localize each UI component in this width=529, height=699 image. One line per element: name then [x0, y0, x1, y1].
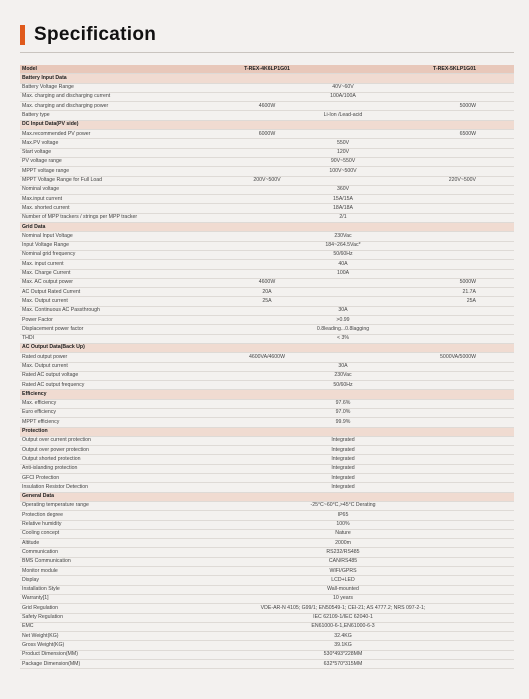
- row-value: 100%: [336, 521, 350, 528]
- row-label: Safety Regulation: [22, 614, 63, 621]
- table-row: [20, 325, 514, 334]
- row-label: Output over power protection: [22, 446, 89, 453]
- table-row: [20, 474, 514, 483]
- section-row: [20, 121, 514, 130]
- row-label: Nominal voltage: [22, 186, 60, 193]
- row-value: 360V: [336, 186, 350, 193]
- table-row: [20, 623, 514, 632]
- title-divider: [20, 52, 514, 53]
- row-label: Relative humidity: [22, 521, 62, 528]
- section-row: [20, 223, 514, 232]
- table-row: [20, 418, 514, 427]
- row-value: 99.9%: [335, 418, 351, 425]
- row-label: BMS Communication: [22, 558, 71, 565]
- table-row: [20, 455, 514, 464]
- row-value: 15A/15A: [333, 195, 353, 202]
- row-value: 97.6%: [335, 400, 351, 407]
- section-title: Grid Data: [22, 223, 46, 230]
- row-value: 30A: [338, 307, 348, 314]
- row-value-model-b: 21.7A: [462, 288, 476, 295]
- table-row: [20, 651, 514, 660]
- row-label: Max. charging and discharging power: [22, 102, 109, 109]
- row-label: Max.recommended PV power: [22, 130, 91, 137]
- row-value: VDE-AR-N 4105; G99/1; EN50549-1; CEI-21; AS 4777.2; NRS 097-2-1;: [260, 604, 426, 611]
- row-value: 39.1KG: [334, 641, 352, 648]
- row-label: Display: [22, 576, 40, 583]
- table-row: [20, 437, 514, 446]
- table-row: [20, 558, 514, 567]
- row-label: Nominal grid frequency: [22, 251, 76, 258]
- row-value: EN61000-6-1,EN61000-6-3: [311, 623, 375, 630]
- page-title: Specification: [34, 24, 157, 45]
- row-label: Number of MPP trackers / strings per MPP tracker: [22, 214, 138, 221]
- row-value: Integrated: [331, 474, 355, 481]
- row-label: Installation Style: [22, 586, 60, 593]
- section-title: General Data: [22, 493, 55, 500]
- section-title: DC Input Data(PV side): [22, 121, 79, 128]
- row-value: 40A: [338, 260, 348, 267]
- row-value: Wall-mounted: [327, 586, 359, 593]
- table-row: [20, 335, 514, 344]
- section-title: AC Output Data(Back Up): [22, 344, 85, 351]
- row-value: 100A: [336, 270, 350, 277]
- table-row: [20, 186, 514, 195]
- table-row: [20, 586, 514, 595]
- row-label: EMC: [22, 623, 34, 630]
- header-model-label: Model: [22, 65, 37, 72]
- row-value-model-b: 5000W: [459, 102, 476, 109]
- row-value-model-b: 5000VA/5000W: [440, 353, 476, 360]
- row-value: Nature: [335, 530, 351, 537]
- row-value: Li-Ion /Lead-acid: [323, 111, 363, 118]
- row-value: 530*493*228MM: [323, 651, 363, 658]
- row-label: Battery type: [22, 111, 50, 118]
- section-title: Battery Input Data: [22, 74, 67, 81]
- row-label: Max. charging and discharging current: [22, 93, 111, 100]
- table-row: [20, 307, 514, 316]
- table-row: [20, 465, 514, 474]
- row-label: MPPT voltage range: [22, 167, 70, 174]
- section-row: [20, 344, 514, 353]
- section-title: Protection: [22, 428, 48, 435]
- row-label: Product Dimension(MM): [22, 651, 78, 658]
- row-value-model-a: 4600W: [258, 102, 276, 109]
- row-label: Max.PV voltage: [22, 139, 59, 146]
- row-value-model-a: 25A: [262, 297, 272, 304]
- table-row: [20, 446, 514, 455]
- row-label: Net Weight(KG): [22, 632, 59, 639]
- row-value: 230Vac: [334, 372, 352, 379]
- section-row: [20, 390, 514, 399]
- row-value: 50/60Hz: [333, 381, 353, 388]
- row-value: -25°C~60°C,>45°C Derating: [310, 502, 376, 509]
- row-label: Max. efficiency: [22, 400, 57, 407]
- row-value-model-a: 20A: [262, 288, 272, 295]
- table-row: [20, 548, 514, 557]
- row-label: Battery Voltage Range: [22, 84, 74, 91]
- table-row: [20, 353, 514, 362]
- row-value: RS232/RS485: [326, 548, 360, 555]
- row-label: Altitude: [22, 539, 40, 546]
- row-value: IP65: [337, 511, 349, 518]
- row-value-model-a: 4600VA/4600W: [249, 353, 285, 360]
- row-value: 230Vac: [334, 232, 352, 239]
- row-value-model-a: 4600W: [258, 279, 276, 286]
- table-row: [20, 177, 514, 186]
- table-row: [20, 409, 514, 418]
- row-label: Rated output power: [22, 353, 68, 360]
- table-row: [20, 288, 514, 297]
- table-row: [20, 372, 514, 381]
- row-value: 120V: [336, 149, 350, 156]
- header-model-a: T-REX-4K6LP1G01: [244, 65, 290, 72]
- row-label: Start voltage: [22, 149, 52, 156]
- row-value: Integrated: [331, 465, 355, 472]
- row-label: Max. Continuous AC Passthrough: [22, 307, 100, 314]
- table-row: [20, 632, 514, 641]
- row-value-model-a: 200V~500V: [253, 177, 281, 184]
- row-label: Rated AC output frequency: [22, 381, 85, 388]
- table-row: [20, 158, 514, 167]
- row-value: < 3%: [337, 335, 349, 342]
- row-value: LCD+LED: [331, 576, 355, 583]
- page-heading: [20, 24, 156, 46]
- row-value: Integrated: [331, 455, 355, 462]
- row-label: Communication: [22, 548, 59, 555]
- table-row: [20, 614, 514, 623]
- row-label: Cooling concept: [22, 530, 60, 537]
- row-label: AC Output Rated Current: [22, 288, 81, 295]
- table-row: [20, 511, 514, 520]
- table-row: [20, 130, 514, 139]
- row-label: Max. AC output power: [22, 279, 74, 286]
- row-label: Euro efficiency: [22, 409, 56, 416]
- row-label: Displacement power factor: [22, 325, 84, 332]
- row-label: Insulation Resistor Detection: [22, 483, 89, 490]
- row-value: 550V: [336, 139, 350, 146]
- section-row: [20, 428, 514, 437]
- row-label: Output shorted protection: [22, 455, 81, 462]
- table-row: [20, 139, 514, 148]
- row-value: 2/1: [339, 214, 347, 221]
- table-row: [20, 530, 514, 539]
- table-row: [20, 502, 514, 511]
- row-label: Max. input current: [22, 260, 64, 267]
- row-value: CAN/RS485: [328, 558, 358, 565]
- table-row: [20, 595, 514, 604]
- row-value: 100V~500V: [329, 167, 357, 174]
- row-value: IEC 62109-1/IEC 62040-1: [313, 614, 373, 621]
- row-label: Nominal Input Voltage: [22, 232, 73, 239]
- row-label: Max. Output current: [22, 363, 68, 369]
- table-row: [20, 167, 514, 176]
- section-row: [20, 74, 514, 83]
- table-row: [20, 567, 514, 576]
- header-model-b: T-REX-5KLP1G01: [433, 65, 476, 72]
- table-row: [20, 195, 514, 204]
- table-row: [20, 102, 514, 111]
- row-value-model-a: 6000W: [258, 130, 276, 137]
- row-label: Power Factor: [22, 316, 53, 323]
- table-row: [20, 214, 514, 223]
- row-value-model-b: 220V~500V: [448, 177, 476, 184]
- row-value-model-b: 5000W: [459, 279, 476, 286]
- row-value: 0.8leading...0.8lagging: [316, 325, 370, 332]
- table-row: [20, 483, 514, 492]
- table-row: [20, 242, 514, 251]
- table-row: [20, 204, 514, 213]
- table-row: [20, 604, 514, 613]
- table-row: [20, 149, 514, 158]
- row-value: 632*570*315MM: [323, 660, 363, 667]
- row-label: Protection degree: [22, 511, 63, 518]
- row-value-model-b: 6500W: [459, 130, 476, 137]
- table-header-row: [20, 65, 514, 74]
- table-row: [20, 251, 514, 260]
- table-row: [20, 111, 514, 120]
- table-row: [20, 363, 514, 372]
- row-value: 18A/18A: [333, 204, 353, 211]
- table-row: [20, 641, 514, 650]
- table-row: [20, 539, 514, 548]
- row-label: THDI: [22, 335, 35, 342]
- row-label: Grid Regulation: [22, 604, 59, 611]
- row-label: Output over current protection: [22, 437, 91, 444]
- row-label: Input Voltage Range: [22, 242, 70, 249]
- section-row: [20, 493, 514, 502]
- table-row: [20, 84, 514, 93]
- row-value: 184~264.5Vac*: [325, 242, 361, 249]
- row-label: MPPT Voltage Range for Full Load: [22, 177, 103, 184]
- spec-table: [20, 65, 514, 669]
- row-label: Gross Weight(KG): [22, 641, 65, 648]
- row-label: Operating temperature range: [22, 502, 89, 509]
- row-label: GFCI Protection: [22, 474, 60, 481]
- row-label: Max.input current: [22, 195, 63, 202]
- section-title: Efficiency: [22, 390, 47, 397]
- title-accent-bar: [20, 25, 25, 45]
- row-label: Anti-islanding protection: [22, 465, 78, 472]
- row-value: Integrated: [331, 437, 355, 444]
- row-label: MPPT efficiency: [22, 418, 60, 425]
- table-row: [20, 297, 514, 306]
- table-row: [20, 232, 514, 241]
- table-row: [20, 400, 514, 409]
- table-row: [20, 270, 514, 279]
- table-row: [20, 279, 514, 288]
- row-label: Max. Charge Current: [22, 270, 71, 277]
- row-value: WIFI/GPRS: [329, 567, 357, 574]
- row-value: Integrated: [331, 446, 355, 453]
- row-label: Max. Output current: [22, 297, 68, 304]
- row-value: 2000m: [335, 539, 351, 546]
- row-value: 32.4KG: [334, 632, 352, 639]
- row-label: PV voltage range: [22, 158, 62, 165]
- row-value: 97.0%: [335, 409, 351, 416]
- table-row: [20, 316, 514, 325]
- row-value: 40V~60V: [332, 84, 354, 91]
- row-value-model-b: 25A: [466, 297, 476, 304]
- table-row: [20, 260, 514, 269]
- row-label: Warranty[1]: [22, 595, 49, 602]
- row-label: Package Dimension(MM): [22, 660, 81, 667]
- table-row: [20, 576, 514, 585]
- row-value: 30A: [338, 363, 348, 369]
- table-row: [20, 381, 514, 390]
- table-row: [20, 521, 514, 530]
- row-value: >0.99: [336, 316, 350, 323]
- row-value: 100A/100A: [330, 93, 356, 100]
- row-label: Monitor module: [22, 567, 58, 574]
- row-value: 90V~550V: [330, 158, 356, 165]
- row-value: 50/60Hz: [333, 251, 353, 258]
- row-label: Max. shorted current: [22, 204, 70, 211]
- row-value: Integrated: [331, 483, 355, 490]
- table-row: [20, 93, 514, 102]
- table-row: [20, 660, 514, 669]
- row-label: Rated AC output voltage: [22, 372, 79, 379]
- row-value: 10 years: [333, 595, 353, 602]
